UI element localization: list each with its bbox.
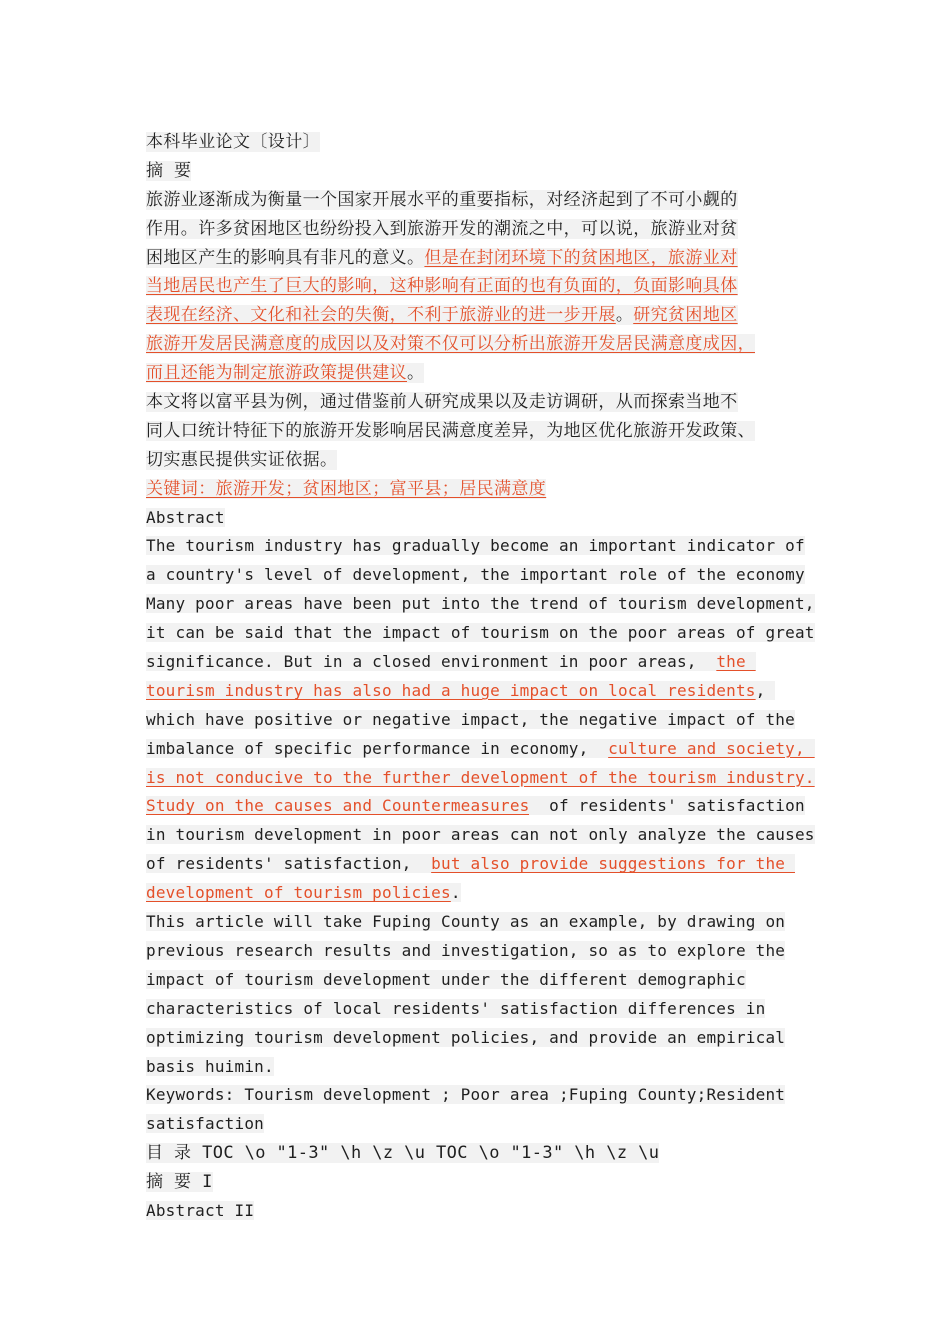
text-line <box>146 561 826 590</box>
text-run: which have positive or negative impact, the negative impact of the <box>146 709 795 729</box>
text-line <box>146 215 826 244</box>
text-run: . <box>450 883 461 903</box>
text-line <box>146 821 826 850</box>
tracked-change-text: 旅游开发居民满意度的成因以及对策不仅可以分析出旅游开发居民满意度成因， <box>146 334 755 355</box>
text-line <box>146 330 826 359</box>
text-line <box>146 359 826 388</box>
text-run: basis huimin. <box>146 1056 274 1076</box>
abstract-en-paragraph-1 <box>146 532 826 908</box>
tracked-change-text: 而且还能为制定旅游政策提供建议 <box>146 363 407 384</box>
text-line <box>146 648 826 677</box>
tracked-change-text: 但是在封闭环境下的贫困地区，旅游业对 <box>424 247 738 268</box>
text-run: of residents' satisfaction <box>529 796 805 816</box>
text-run: 作用。许多贫困地区也纷纷投入到旅游开发的潮流之中，可以说，旅游业对贫 <box>146 218 738 239</box>
text-line <box>146 764 826 793</box>
text-line <box>146 532 826 561</box>
text-line <box>146 850 826 879</box>
tracked-change-text: development of tourism policies <box>146 883 451 903</box>
text-run: This article will take Fuping County as an example, by drawing on <box>146 912 786 932</box>
tracked-change-text: but also provide suggestions for the <box>431 854 795 874</box>
text-line <box>146 417 826 446</box>
text-line <box>146 1110 826 1139</box>
text-line <box>146 244 826 273</box>
text-run: impact of tourism development under the different demographic <box>146 969 746 989</box>
tracked-change-text: culture and society, <box>608 738 815 758</box>
text-line <box>146 706 826 735</box>
toc-heading: 目 录 TOC \o "1-3" \h \z \u TOC \o "1-3" \h \z \u <box>146 1143 660 1164</box>
text-line <box>146 1053 826 1082</box>
text-line <box>146 879 826 908</box>
text-line <box>146 937 826 966</box>
text-run: in tourism development in poor areas can not only analyze the causes <box>146 825 815 845</box>
text-line <box>146 995 826 1024</box>
text-run: of residents' satisfaction, <box>146 854 432 874</box>
document-page <box>146 128 826 1226</box>
text-run: a country's level of development, the important role of the economy <box>146 565 805 585</box>
abstract-cn-title: 摘 要 <box>146 160 192 181</box>
tracked-change-text: is not conducive to the further development of the tourism industry. <box>146 767 815 787</box>
keywords-en <box>146 1081 826 1139</box>
abstract-en-title: Abstract <box>146 507 225 527</box>
keywords-cn <box>146 475 826 504</box>
text-run: 同人口统计特征下的旅游开发影响居民满意度差异，为地区优化旅游开发政策、 <box>146 420 755 441</box>
abstract-cn-paragraph-1 <box>146 186 826 388</box>
text-run: 旅游业逐渐成为衡量一个国家开展水平的重要指标，对经济起到了不可小觑的 <box>146 189 738 210</box>
text-line <box>146 677 826 706</box>
text-run: 。 <box>615 305 634 326</box>
text-run: 。 <box>407 363 425 384</box>
text-line <box>146 590 826 619</box>
text-line <box>146 186 826 215</box>
tracked-change-text: Study on the causes and Countermeasures <box>146 796 530 816</box>
text-line <box>146 735 826 764</box>
tracked-change-text: the <box>716 652 756 672</box>
text-line <box>146 446 826 475</box>
text-run: characteristics of local residents' satisfaction differences in <box>146 998 766 1018</box>
abstract-cn-paragraph-2 <box>146 388 826 475</box>
document-header: 本科毕业论文〔设计〕 <box>146 132 320 152</box>
tracked-change-text: 研究贫困地区 <box>633 305 738 326</box>
text-line <box>146 619 826 648</box>
tracked-change-text: tourism industry has also had a huge impact on local residents <box>146 680 756 700</box>
text-line <box>146 475 826 504</box>
text-run: 困地区产生的影响具有非凡的意义。 <box>146 247 425 268</box>
text-line <box>146 1081 826 1110</box>
text-line <box>146 908 826 937</box>
toc-item[interactable]: 摘 要 I <box>146 1172 213 1193</box>
text-run: it can be said that the impact of tourism on the poor areas of great <box>146 623 815 643</box>
text-run: , <box>755 680 776 700</box>
text-run: The tourism industry has gradually become an important indicator of <box>146 536 805 556</box>
text-run: 切实惠民提供实证依据。 <box>146 449 338 470</box>
tracked-change-text: 关键词：旅游开发；贫困地区；富平县；居民满意度 <box>146 478 547 499</box>
text-line <box>146 792 826 821</box>
toc-item[interactable]: Abstract II <box>146 1200 255 1220</box>
text-run: optimizing tourism development policies, and provide an empirical <box>146 1027 786 1047</box>
text-line <box>146 1024 826 1053</box>
tracked-change-text: 当地居民也产生了巨大的影响，这种影响有正面的也有负面的，负面影响具体 <box>146 276 738 297</box>
text-run: 本文将以富平县为例，通过借鉴前人研究成果以及走访调研，从而探索当地不 <box>146 392 738 413</box>
abstract-en-paragraph-2 <box>146 908 826 1081</box>
text-run: Many poor areas have been put into the trend of tourism development, <box>146 594 815 614</box>
tracked-change-text: 表现在经济、文化和社会的失衡，不利于旅游业的进一步开展 <box>146 305 616 326</box>
text-run: imbalance of specific performance in economy, <box>146 738 609 758</box>
text-run: significance. But in a closed environment in poor areas, <box>146 652 717 672</box>
text-line <box>146 388 826 417</box>
text-line <box>146 272 826 301</box>
text-run: satisfaction <box>146 1114 264 1134</box>
text-line <box>146 966 826 995</box>
text-line <box>146 301 826 330</box>
text-run: Keywords: Tourism development ; Poor area ;Fuping County;Resident <box>146 1085 786 1105</box>
text-run: previous research results and investigation, so as to explore the <box>146 940 786 960</box>
